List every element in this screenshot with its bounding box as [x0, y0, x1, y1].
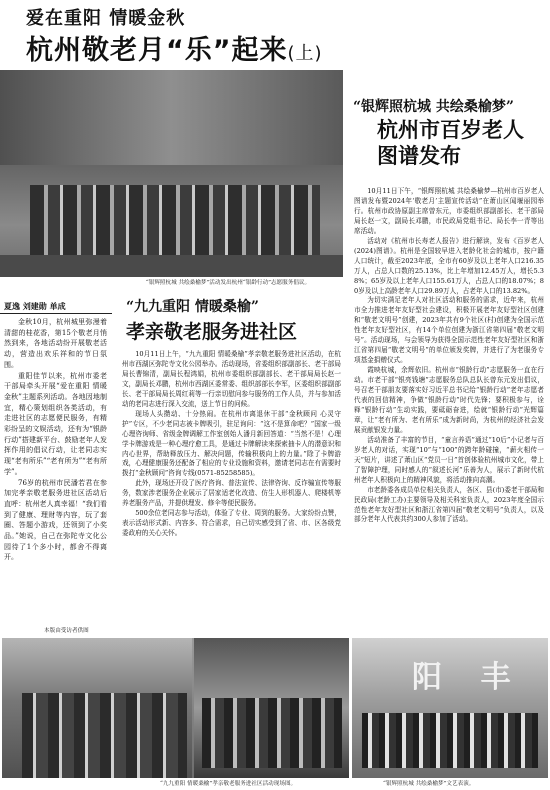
performance-photo [352, 638, 548, 778]
section1-kicker: “九九重阳 情暖桑榆” [126, 299, 259, 315]
section1-article [122, 350, 341, 539]
dancers [362, 713, 538, 768]
bottom-left-caption: “九九重阳 情暖桑榆”孝亲敬老服务进社区活动现场图。 [160, 781, 297, 787]
section1-paragraph: 此外，现场还开设了医疗咨询、普法宣传、法律咨询、反诈骗宣传等服务，数家涉老服务企业展示了居家适老化改造、仿生人形机器人、爬楼机等养老服务产品，并提供理发、修伞等便民服务。 [122, 479, 341, 508]
section2-paragraph: 活动对《杭州市长寿老人报告》进行解读，发布《百岁老人(2024)图谱》。杭州是全国较早进入老龄化社会的城市，按户籍人口统计，截至2023年底，全市有60岁及以上老年人口216.35万人，占总人口数的25.13%，比上年增加12.45万人，增长5.38%；65岁及以上老年人口155.61万人，占总人口的18.07%；80岁及以上高龄老年人口29.89万人，占老年人口的13.82%。 [354, 236, 544, 295]
stage-screen [0, 70, 343, 165]
section2-paragraph: 10月11日下午，“银辉照杭城 共绘桑榆梦—杭州市百岁老人图谱发布暨2024年‘敬老月’主题宣传活动”在萧山区闻堰丽园举行。杭州市政协原副主席曾东元，市委组织部副部长、老干部局局长赵一文，副局长邓鹏，市民政局党组书记、局长李一青等出席活动。 [354, 187, 544, 235]
section2-title-line2: 图谱发布 [377, 144, 461, 168]
community-event-photo [2, 638, 349, 778]
section2-title [377, 117, 524, 169]
bottom-right-caption: “银辉照杭城 共绘桑榆梦”文艺表演。 [383, 781, 475, 787]
top-photo-caption: “银辉照杭城 共绘桑榆梦”活动发出杭州“银龄行动”志愿服务倡议。 [145, 280, 311, 286]
stage-floor [0, 255, 343, 277]
section2-paragraph: 活动准备了丰富的节目，“童言养语”通过“10后”小记者与百岁老人的对话，实现“10”与“100”的跨年龄碰撞，“薪火相传一天”短片，讲述了萧山区“党员一日”首创体验杭州城市文化，带上了智障护理，同时感人的“叙述长河”乐善为人，展示了新时代杭州老年人积极向上的精神风貌，将活动推向高潮。 [354, 435, 544, 484]
section2-paragraph: 霞映杭城，余辉依旧。杭州市“银龄行动”志愿服务一直在行动。市老干部“银亮钱塘”志愿服务总队总队长曾东元发出倡议，号召老干部朋友要落实好习近平总书记给“银龄行动”老年志愿者代表的回信精神，争做“银龄行动”时代先锋；要积极参与，诠释“银龄行动”生动实践，要砥砺奋进，绘就“银龄行动”光辉篇章，让“老有所为、老有所乐”成为新时尚，为杭州的经济社会发展贡献银发力量。 [354, 366, 544, 434]
section1-paragraph: 10月11日上午，“九九重阳 情暖桑榆”孝亲敬老服务进社区活动，在杭州市西湖区弥陀寺文化公园举办。活动现场，省委组织部副部长、老干部局局长曹锦清，副局长程鸿娟，杭州市委组织部副部长、老干部局局长赵一文，副局长邓鹏，杭州市西湖区委常委、组织部部长李军，区委组织部副部长、老干部局局长周红莉等一行亲切慰问参与服务的工作人员，并与参加活动的老同志进行深入交流，送上节日的问候。 [122, 350, 341, 408]
section2-kicker: “银辉照杭城 共绘桑榆梦” [353, 99, 514, 115]
audience-people [30, 185, 320, 255]
page-title [26, 28, 323, 67]
section2-title-line1: 杭州市百岁老人 [377, 118, 524, 142]
left-paragraph: 重阳佳节以来，杭州市委老干部局牵头开展“爱在重阳 情暖金秋”主题系列活动。各地因地制宜，精心策划组织各类活动，有走进社区的志愿便民服务，有精彩纷呈的文娱活动，还有为“银龄行动”搭建新平台、鼓励老年人发挥作用的倡议行动，让老同志实现“老有所乐”“老有所为”“老有所学”。 [4, 371, 107, 476]
ceremony-stage-photo [0, 70, 343, 277]
page-title-text: 杭州敬老月“乐”起来 [26, 35, 288, 66]
left-paragraph: 金秋10月，杭州城里弥漫着清甜的桂花香，第15个敬老月悄然到来，各地活动纷开展敬老活动，营造出欢乐祥和的节日氛围。 [4, 318, 107, 369]
photo-credit: 本版由受访者供图 [44, 628, 89, 634]
stage-banner-text: 阳 丰 [412, 660, 525, 695]
section2-article [354, 187, 544, 525]
section1-title: 孝亲敬老服务进社区 [126, 321, 298, 343]
header-kicker: 爱在重阳 情暖金秋 [26, 8, 186, 29]
page-title-suffix: (上) [287, 43, 323, 64]
byline-rule [0, 313, 112, 314]
left-article [4, 317, 107, 563]
officials-group [22, 693, 187, 778]
section1-paragraph: 现场人头攒动、十分热闹。在杭州市离退休干部“金秋顾问 心灵守护”专区，不少老同志被卡牌吸引，驻足询问：“这不是算命吧？”国家一级心理咨询师、省级金牌调解工作室创始人潘月新回答道：“当然不是！心理学卡牌游戏是一种心理疗愈工具，是通过卡牌解读来探索抽卡人的潜意识和内心世界，帮助释放压力、解决问题，传输积极向上的力量。”除了卡牌游戏，心理健康服务还配备了相应的专业设施和资料，邀请老同志在有需要时拨打“金秋顾问”咨询专线(0571-85258585)。 [122, 409, 341, 478]
section2-paragraph: 市老龄委各成员单位相关负责人，各区、县(市)委老干部局和民政局(老龄工办)主要领导及相关科室负责人，2023年度全国示范性老年友好型社区和浙江省第四届“敬老文明号”负责人，以及部分老年人代表共约300人参加了活动。 [354, 485, 544, 524]
left-paragraph: 76岁的杭州市民潘若君在参加完孝亲敬老服务进社区活动后直呼：杭州老人真幸福！“我们看到了健康、理财等内容，玩了套圈、答题小游戏，还领到了小奖品。”她说，自己在弥陀寺文化公园待了1个多小时，都舍不得离开。 [4, 478, 107, 562]
consult-people [202, 698, 342, 768]
section2-paragraph: 为切实满足老年人对社区活动和服务的需求，近年来，杭州市全力推进老年友好型社会建设，积极开展老年友好型社区创建和“敬老文明号”创建，2023年共有9个社区(村)创建为全国示范性老年友好型社区，有14个单位创建为浙江省第四届“敬老文明号”。活动现场，与会领导为获得全国示范性老年友好型社区和浙江省第四届“敬老文明号”的单位颁发奖牌，并进行了为老服务专项基金捐赠仪式。 [354, 296, 544, 365]
byline: 夏逸 刘建勋 单成 [4, 302, 66, 311]
section1-paragraph: 500余位老同志参与活动，体验了专业、周到的服务。大家纷纷点赞，表示活动形式新、内容多、符合需求，自己切实感受到了省、市、区各级党委政府的关心关怀。 [122, 509, 341, 538]
